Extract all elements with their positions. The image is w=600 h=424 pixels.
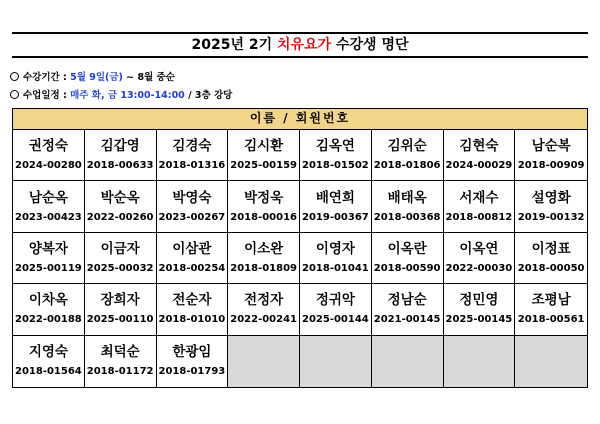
member-cell xyxy=(157,336,229,387)
schedule-value: 매주 화, 금 13:00-14:00 xyxy=(70,90,185,101)
member-id: 2018-00909 xyxy=(517,160,585,172)
member-id: 2022-00260 xyxy=(86,211,154,223)
member-name: 이차옥 xyxy=(28,292,68,309)
member-cell xyxy=(372,233,444,284)
member-name: 이삼관 xyxy=(172,240,212,257)
member-cell xyxy=(372,284,444,335)
member-cell xyxy=(85,233,157,284)
empty-cell xyxy=(300,336,372,387)
empty-cell xyxy=(228,336,300,387)
member-name: 한광임 xyxy=(172,344,212,361)
member-id: 2018-01316 xyxy=(158,160,226,172)
member-cell xyxy=(228,130,300,181)
member-id: 2023-00423 xyxy=(14,211,82,223)
member-name: 김옥연 xyxy=(315,138,355,155)
document-title xyxy=(12,32,588,58)
member-name: 서재수 xyxy=(459,189,499,206)
member-cell xyxy=(228,233,300,284)
member-name: 박정욱 xyxy=(244,189,284,206)
empty-cell xyxy=(444,336,516,387)
member-id: 2018-01010 xyxy=(158,314,226,326)
schedule-label: 수업일정 : xyxy=(23,90,71,101)
member-name: 이옥란 xyxy=(387,240,427,257)
member-id: 2018-00050 xyxy=(517,262,585,274)
member-id: 2018-00254 xyxy=(158,262,226,274)
member-name: 정남순 xyxy=(387,292,427,309)
member-name: 정귀악 xyxy=(315,292,355,309)
member-id: 2024-00280 xyxy=(14,160,82,172)
member-id: 2021-00145 xyxy=(373,314,441,326)
member-cell xyxy=(13,130,85,181)
member-id: 2025-00119 xyxy=(14,262,82,274)
member-name: 김시환 xyxy=(244,138,284,155)
member-id: 2018-00368 xyxy=(373,211,441,223)
member-id: 2018-00812 xyxy=(445,211,513,223)
member-id: 2023-00267 xyxy=(158,211,226,223)
member-cell xyxy=(13,284,85,335)
member-cell xyxy=(300,181,372,232)
member-cell xyxy=(157,284,229,335)
member-id: 2025-00145 xyxy=(445,314,513,326)
member-name: 양복자 xyxy=(28,240,68,257)
member-id: 2025-00159 xyxy=(230,160,298,172)
member-cell xyxy=(444,130,516,181)
member-name: 김위순 xyxy=(387,138,427,155)
member-cell xyxy=(372,130,444,181)
title-prefix: 2025년 2기 xyxy=(191,37,278,53)
member-cell xyxy=(13,336,85,387)
member-cell xyxy=(85,284,157,335)
member-id: 2024-00029 xyxy=(445,160,513,172)
member-name: 배태옥 xyxy=(387,189,427,206)
member-name: 설영화 xyxy=(531,189,571,206)
period-line xyxy=(10,72,175,84)
schedule-rest: / 3층 강당 xyxy=(184,90,233,101)
title-highlight: 치유요가 xyxy=(277,37,332,53)
member-name: 장희자 xyxy=(100,292,140,309)
circle-bullet-icon xyxy=(10,90,19,99)
member-cell xyxy=(85,181,157,232)
member-id: 2019-00132 xyxy=(517,211,585,223)
member-name: 이소완 xyxy=(244,240,284,257)
member-cell xyxy=(515,233,587,284)
member-id: 2018-00590 xyxy=(373,262,441,274)
member-id: 2022-00030 xyxy=(445,262,513,274)
roster-table xyxy=(12,108,588,388)
member-id: 2022-00241 xyxy=(230,314,298,326)
member-name: 권정숙 xyxy=(28,138,68,155)
member-cell xyxy=(300,233,372,284)
member-id: 2022-00188 xyxy=(14,314,82,326)
empty-cell xyxy=(372,336,444,387)
member-name: 김현숙 xyxy=(459,138,499,155)
member-id: 2018-01793 xyxy=(158,366,226,378)
member-name: 김갑영 xyxy=(100,138,140,155)
member-cell xyxy=(444,284,516,335)
table-header: 이름 / 회원번호 xyxy=(13,109,587,130)
member-cell xyxy=(515,130,587,181)
member-cell xyxy=(157,130,229,181)
member-id: 2018-00633 xyxy=(86,160,154,172)
member-cell xyxy=(515,284,587,335)
member-cell xyxy=(228,181,300,232)
member-cell xyxy=(157,233,229,284)
member-cell xyxy=(300,130,372,181)
member-name: 이옥연 xyxy=(459,240,499,257)
member-cell xyxy=(228,284,300,335)
member-cell xyxy=(85,336,157,387)
member-id: 2025-00032 xyxy=(86,262,154,274)
member-name: 이영자 xyxy=(315,240,355,257)
member-name: 이정표 xyxy=(531,240,571,257)
member-id: 2018-00016 xyxy=(230,211,298,223)
member-cell xyxy=(300,284,372,335)
member-cell xyxy=(85,130,157,181)
member-cell xyxy=(444,181,516,232)
member-id: 2025-00110 xyxy=(86,314,154,326)
period-rest: ~ 8월 중순 xyxy=(122,72,175,83)
empty-cell xyxy=(515,336,587,387)
member-id: 2018-01041 xyxy=(301,262,369,274)
member-id: 2025-00144 xyxy=(301,314,369,326)
member-name: 박영숙 xyxy=(172,189,212,206)
member-id: 2018-01502 xyxy=(301,160,369,172)
period-label: 수강기간 : xyxy=(23,72,71,83)
member-cell xyxy=(13,181,85,232)
member-id: 2019-00367 xyxy=(301,211,369,223)
member-id: 2018-00561 xyxy=(517,314,585,326)
member-name: 전순자 xyxy=(172,292,212,309)
title-suffix: 수강생 명단 xyxy=(331,37,409,53)
member-name: 이금자 xyxy=(100,240,140,257)
member-name: 전정자 xyxy=(244,292,284,309)
member-cell xyxy=(515,181,587,232)
member-name: 정민영 xyxy=(459,292,499,309)
roster-grid xyxy=(13,130,587,387)
member-name: 조평남 xyxy=(531,292,571,309)
period-value: 5월 9일(금) xyxy=(70,72,123,83)
member-id: 2018-01564 xyxy=(14,366,82,378)
member-id: 2018-01806 xyxy=(373,160,441,172)
member-name: 남순복 xyxy=(531,138,571,155)
member-id: 2018-01809 xyxy=(230,262,298,274)
member-name: 김경숙 xyxy=(172,138,212,155)
member-name: 남순옥 xyxy=(28,189,68,206)
member-name: 지영숙 xyxy=(28,344,68,361)
member-name: 최덕순 xyxy=(100,344,140,361)
member-cell xyxy=(157,181,229,232)
member-cell xyxy=(444,233,516,284)
member-id: 2018-01172 xyxy=(86,366,154,378)
circle-bullet-icon xyxy=(10,72,19,81)
member-cell xyxy=(13,233,85,284)
schedule-line xyxy=(10,90,232,102)
member-cell xyxy=(372,181,444,232)
member-name: 박순옥 xyxy=(100,189,140,206)
member-name: 배연희 xyxy=(315,189,355,206)
